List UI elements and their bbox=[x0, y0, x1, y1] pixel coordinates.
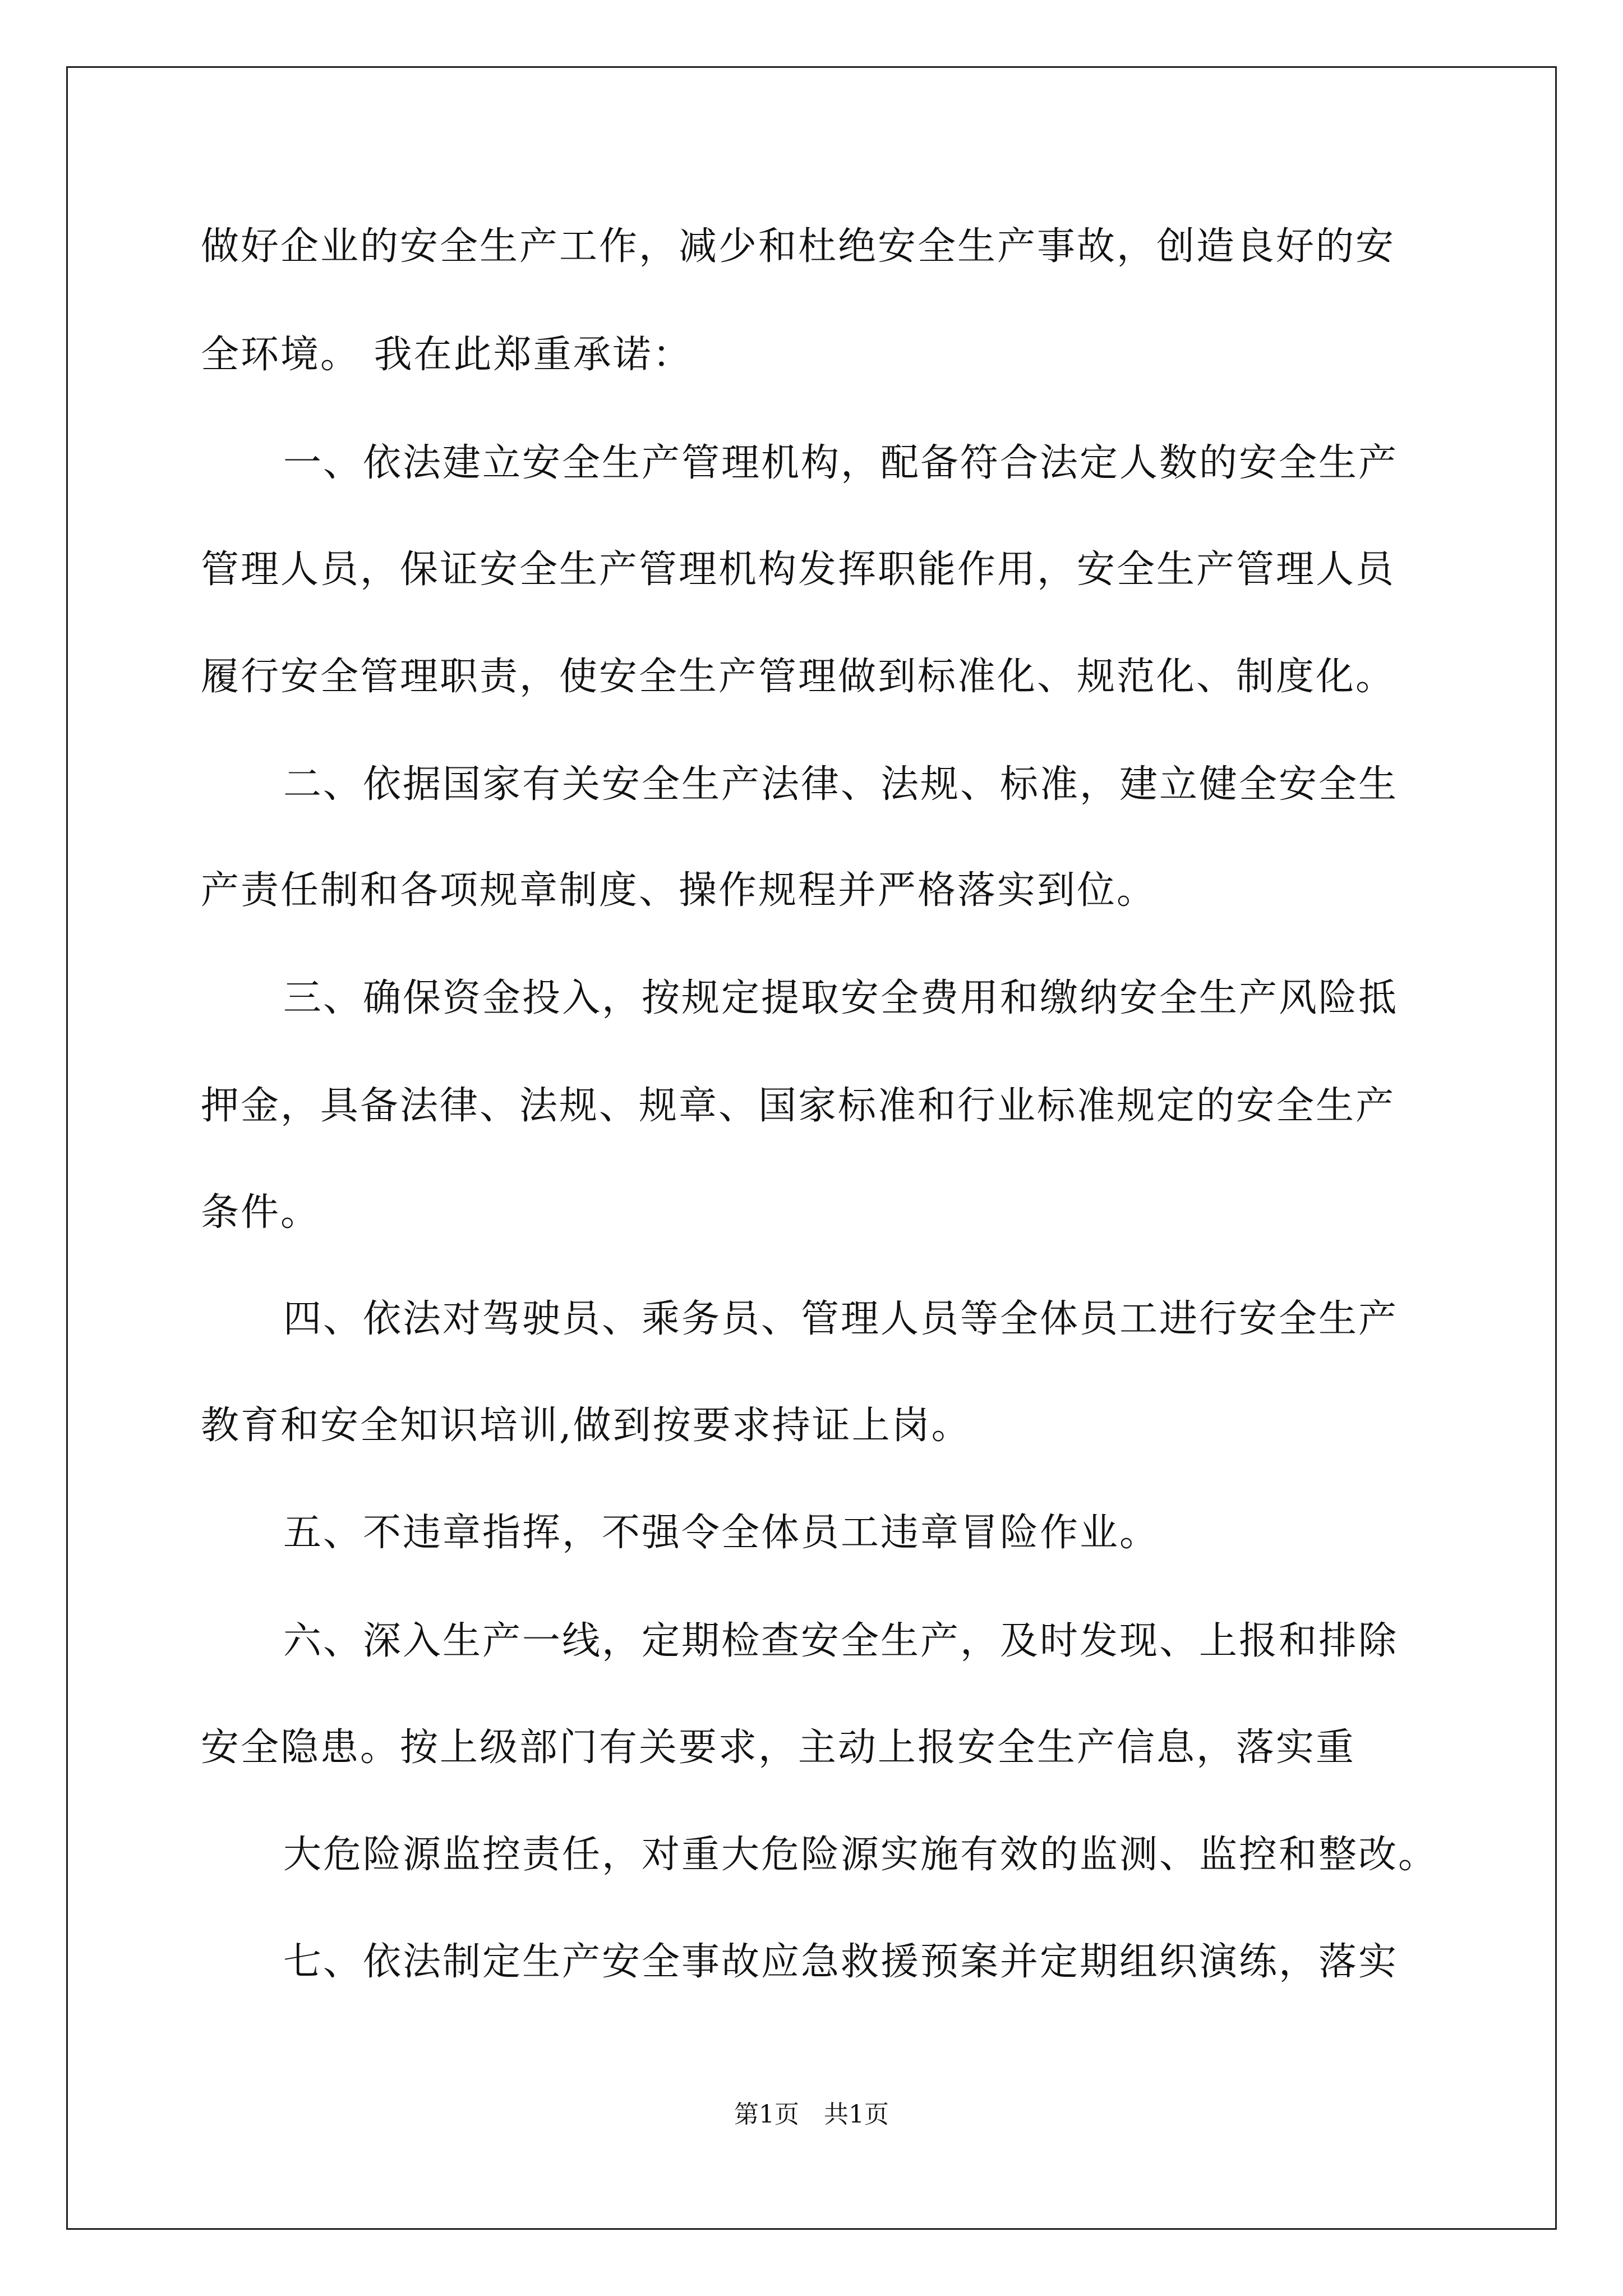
body-line: 六、深入生产一线，定期检查安全生产，及时发现、上报和排除 bbox=[283, 1619, 1399, 1663]
body-line: 教育和安全知识培训,做到按要求持证上岗。 bbox=[201, 1404, 971, 1448]
body-line: 三、确保资金投入，按规定提取安全费用和缴纳安全生产风险抵 bbox=[283, 976, 1399, 1020]
body-line: 押金，具备法律、法规、规章、国家标准和行业标准规定的安全生产 bbox=[201, 1084, 1396, 1128]
body-line: 做好企业的安全生产工作，减少和杜绝安全生产事故，创造良好的安 bbox=[201, 224, 1396, 269]
page-number: 第1页 bbox=[734, 2100, 799, 2129]
body-line: 四、依法对驾驶员、乘务员、管理人员等全体员工进行安全生产 bbox=[283, 1297, 1399, 1341]
page-total: 共1页 bbox=[824, 2100, 889, 2129]
body-line: 七、依法制定生产安全事故应急救援预案并定期组织演练，落实 bbox=[283, 1940, 1399, 1984]
body-line: 安全隐患。按上级部门有关要求，主动上报安全生产信息，落实重 bbox=[201, 1726, 1356, 1770]
body-line: 产责任制和各项规章制度、操作规程并严格落实到位。 bbox=[201, 868, 1157, 913]
body-line: 管理人员，保证安全生产管理机构发挥职能作用，安全生产管理人员 bbox=[201, 547, 1396, 592]
page-footer bbox=[0, 2099, 1623, 2131]
page-frame bbox=[66, 66, 1557, 2230]
body-line: 大危险源监控责任，对重大危险源实施有效的监测、监控和整改。 bbox=[283, 1833, 1438, 1877]
body-line: 履行安全管理职责，使安全生产管理做到标准化、规范化、制度化。 bbox=[201, 655, 1396, 699]
body-line: 条件。 bbox=[201, 1190, 321, 1235]
body-line: 五、不违章指挥，不强令全体员工违章冒险作业。 bbox=[283, 1511, 1160, 1555]
body-line: 一、依法建立安全生产管理机构，配备符合法定人数的安全生产 bbox=[283, 441, 1399, 485]
body-line: 二、依据国家有关安全生产法律、法规、标准，建立健全安全生 bbox=[283, 762, 1399, 807]
body-line: 全环境。 我在此郑重承诺： bbox=[201, 333, 693, 377]
